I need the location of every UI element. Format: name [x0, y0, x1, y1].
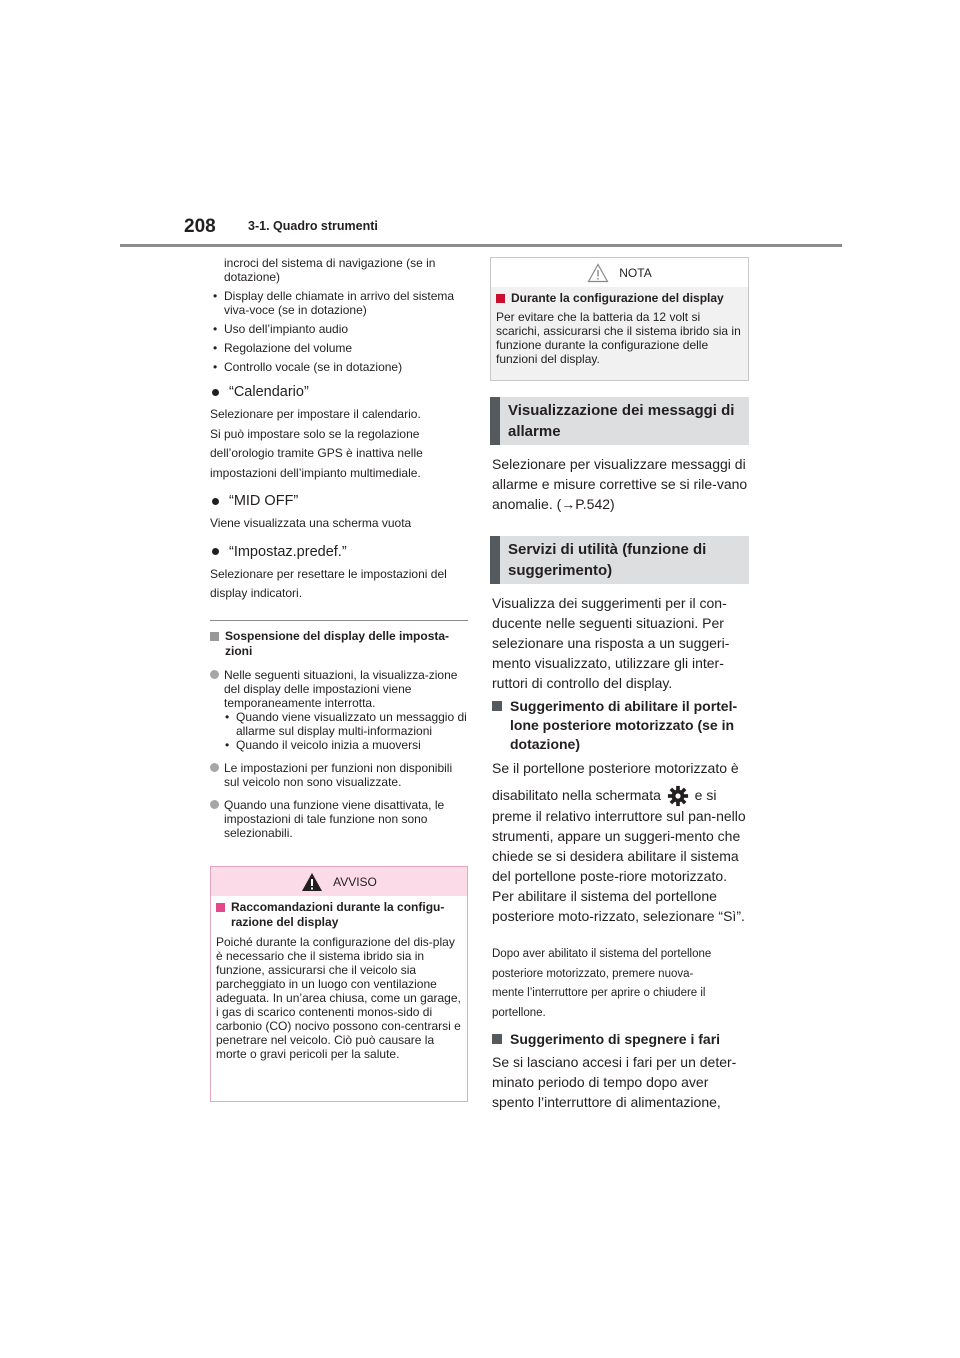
- caution-triangle-icon: [587, 263, 609, 283]
- list-item: • Regolazione del volume: [210, 341, 468, 355]
- note-text: Per evitare che la batteria da 12 volt si scarichi, assicurarsi che il sistema ibrido sia in funzione durante la configurazione delle funzioni del display.: [496, 310, 741, 366]
- mid-off-heading: “MID OFF”: [210, 493, 468, 509]
- utility-services-text: Visualizza dei suggerimenti per il con-ducente nelle seguenti situazioni. Per selezionare una risposta a un suggeri-mento visualizzato, utilizzare gli inter-ruttori di controllo del display.: [492, 595, 730, 691]
- calendar-heading: “Calendario”: [210, 384, 468, 400]
- section-title: 3-1. Quadro strumenti: [248, 219, 378, 233]
- list-item: • Uso dell’impianto audio: [210, 322, 468, 336]
- alarm-messages-text: Selezionare per visualizzare messaggi di allarme e misure correttive se si rile-vano anomalie. (→P.542): [492, 456, 748, 512]
- note-box: [490, 257, 749, 381]
- left-column: [210, 256, 468, 840]
- square-bullet-icon: [492, 1034, 502, 1044]
- tailgate-text: preme il relativo interruttore sul pan-nello strumenti, appare un suggeri-mento che chiede se si desidera abilitare il sistema del portellone poste-riore motorizzato. Per abilitare il sistema del portellone posteriore moto-rizzato, selezionare “Sì”.: [492, 808, 746, 924]
- bullet-dot-icon: [212, 389, 219, 396]
- section-banner-alarm-messages: Visualizzazione dei messaggi di allarme: [490, 397, 749, 445]
- tailgate-line1: Se il portellone posteriore motorizzato è: [492, 760, 739, 776]
- divider: [210, 620, 468, 621]
- circle-bullet-icon: [210, 763, 219, 772]
- defaults-heading: “Impostaz.predef.”: [210, 544, 468, 560]
- suspension-heading: Sospensione del display delle imposta-zioni: [210, 629, 468, 659]
- warning-subheading: Raccomandazioni durante la configu-razione del display: [216, 900, 462, 930]
- intro-continuation: incroci del sistema di navigazione (se in dotazione): [224, 256, 436, 284]
- warning-box: [210, 866, 468, 1102]
- warning-text: Poiché durante la configurazione del dis-play è necessario che il sistema ibrido sia in funzione, assicurarsi che il veicolo sia parcheggiato in un luogo con ventilazione adeguata. In un’area chiusa, come un garage, i gas di scarico contenenti monos-sido di carbonio (CO) nocivo possono con-centrarsi e penetrare nel veicolo. Ciò può causare la morte o gravi pericoli per la salute.: [216, 935, 461, 1061]
- header-rule: [120, 244, 842, 247]
- circle-bullet-icon: [210, 800, 219, 809]
- note-item: Quando una funzione viene disattivata, le impostazioni di tale funzione non sono selezionabili.: [210, 798, 468, 840]
- square-bullet-icon: [496, 294, 505, 303]
- headlights-heading: Suggerimento di spegnere i fari: [492, 1030, 750, 1049]
- note-title: NOTA: [619, 265, 652, 280]
- tailgate-heading: Suggerimento di abilitare il portel-lone posteriore motorizzato (se in dotazione): [492, 697, 750, 754]
- note-header: [491, 258, 748, 287]
- gear-icon: [667, 785, 689, 807]
- list-item: • Display delle chiamate in arrivo del sistema viva-voce (se in dotazione): [210, 289, 468, 317]
- square-bullet-icon: [492, 701, 502, 711]
- calendar-text: Selezionare per impostare il calendario. Si può impostare solo se la regolazione dell’orologio tramite GPS è inattiva nelle impostazioni dell’impianto multimediale.: [210, 407, 423, 480]
- mid-off-text: Viene visualizzata una scherma vuota: [210, 516, 412, 530]
- page-number: 208: [184, 216, 216, 237]
- headlights-text: Se si lasciano accesi i fari per un deter-minato periodo di tempo dopo aver spento l’interruttore di alimentazione,: [492, 1054, 737, 1110]
- tailgate-line2: disabilitato nella schermata e si: [492, 783, 750, 807]
- defaults-text: Selezionare per resettare le impostazioni del display indicatori.: [210, 566, 447, 600]
- note-subheading: Durante la configurazione del display: [496, 291, 743, 306]
- warning-header: [211, 867, 467, 896]
- bullet-dot-icon: [212, 548, 219, 555]
- circle-bullet-icon: [210, 670, 219, 679]
- warning-triangle-icon: [301, 872, 323, 892]
- section-banner-utility-services: Servizi di utilità (funzione di suggerimento): [490, 536, 749, 584]
- tailgate-small-note: Dopo aver abilitato il sistema del portellone posteriore motorizzato, premere nuova- mente l’interruttore per aprire o chiudere il portellone.: [492, 948, 712, 1019]
- warning-title: AVVISO: [333, 874, 377, 889]
- note-item: Nelle seguenti situazioni, la visualizza-zione del display delle impostazioni viene temporaneamente interrotta. • Quando viene visualizzato un messaggio di allarme sul display multi-informazioni • Quando il veicolo inizia a muoversi: [210, 668, 468, 752]
- square-bullet-icon: [216, 903, 225, 912]
- bullet-dot-icon: [212, 498, 219, 505]
- list-item: • Controllo vocale (se in dotazione): [210, 360, 468, 374]
- note-item: Le impostazioni per funzioni non disponibili sul veicolo non sono visualizzate.: [210, 761, 468, 789]
- square-bullet-icon: [210, 632, 219, 641]
